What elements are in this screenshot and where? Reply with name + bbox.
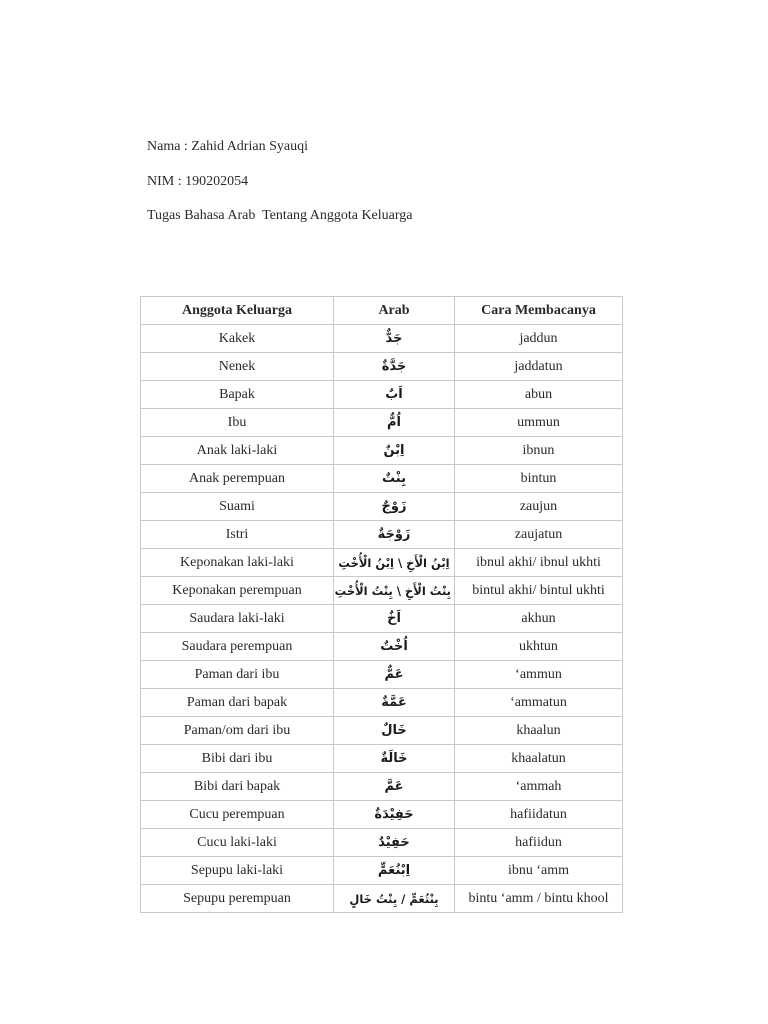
table-row	[141, 661, 623, 689]
arabic-cell: عَمٌّ	[334, 661, 455, 689]
table-row	[141, 353, 623, 381]
table-row	[141, 381, 623, 409]
member-cell: Istri	[141, 521, 334, 549]
arabic-cell: عَمَّ	[334, 773, 455, 801]
member-cell: Anak laki-laki	[141, 437, 334, 465]
table-row	[141, 829, 623, 857]
arabic-cell: اِبْنُعَمٍّ	[334, 857, 455, 885]
member-cell: Sepupu laki-laki	[141, 857, 334, 885]
reading-cell: ibnu ‘amm	[455, 857, 623, 885]
arabic-cell: بِنْتُعَمٍّ / بِنْتُ خَالٍ	[334, 885, 455, 913]
reading-cell: ukhtun	[455, 633, 623, 661]
arabic-cell: خَالَةٌ	[334, 745, 455, 773]
member-cell: Saudara perempuan	[141, 633, 334, 661]
reading-cell: ibnul akhi/ ibnul ukhti	[455, 549, 623, 577]
table-row	[141, 745, 623, 773]
reading-cell: khaalun	[455, 717, 623, 745]
table-row	[141, 801, 623, 829]
arabic-cell: زَوْجٌ	[334, 493, 455, 521]
table-row	[141, 577, 623, 605]
reading-cell: khaalatun	[455, 745, 623, 773]
member-cell: Paman dari bapak	[141, 689, 334, 717]
table-row	[141, 717, 623, 745]
arabic-cell: بِنْتُ الْأَخِ \ بِنْتُ الْأُخْتِ	[334, 577, 455, 605]
table-row	[141, 549, 623, 577]
arabic-cell: خَالٌ	[334, 717, 455, 745]
reading-cell: bintul akhi/ bintul ukhti	[455, 577, 623, 605]
table-row	[141, 493, 623, 521]
table-row	[141, 773, 623, 801]
member-cell: Keponakan laki-laki	[141, 549, 334, 577]
reading-cell: ummun	[455, 409, 623, 437]
reading-cell: bintu ‘amm / bintu khool	[455, 885, 623, 913]
column-header-arabic: Arab	[334, 297, 455, 325]
member-cell: Bibi dari ibu	[141, 745, 334, 773]
column-header-member: Anggota Keluarga	[141, 297, 334, 325]
table-row	[141, 465, 623, 493]
table-body	[141, 325, 623, 913]
member-cell: Bibi dari bapak	[141, 773, 334, 801]
reading-cell: akhun	[455, 605, 623, 633]
member-cell: Cucu perempuan	[141, 801, 334, 829]
table-row	[141, 521, 623, 549]
table-row	[141, 633, 623, 661]
arabic-cell: حَفِيْدَةٌ	[334, 801, 455, 829]
member-cell: Bapak	[141, 381, 334, 409]
reading-cell: hafiidun	[455, 829, 623, 857]
arabic-cell: حَفِيْدٌ	[334, 829, 455, 857]
reading-cell: hafiidatun	[455, 801, 623, 829]
reading-cell: zaujatun	[455, 521, 623, 549]
table-row	[141, 409, 623, 437]
table-row	[141, 605, 623, 633]
member-cell: Anak perempuan	[141, 465, 334, 493]
reading-cell: ‘ammun	[455, 661, 623, 689]
table-row	[141, 885, 623, 913]
arabic-cell: زَوْجَةٌ	[334, 521, 455, 549]
reading-cell: zaujun	[455, 493, 623, 521]
table-row	[141, 689, 623, 717]
reading-cell: ‘ammah	[455, 773, 623, 801]
table-row	[141, 437, 623, 465]
arabic-cell: جَدَّةٌ	[334, 353, 455, 381]
reading-cell: jaddatun	[455, 353, 623, 381]
reading-cell: bintun	[455, 465, 623, 493]
arabic-cell: اَبٌ	[334, 381, 455, 409]
arabic-cell: اُخْتٌ	[334, 633, 455, 661]
member-cell: Cucu laki-laki	[141, 829, 334, 857]
member-cell: Keponakan perempuan	[141, 577, 334, 605]
member-cell: Saudara laki-laki	[141, 605, 334, 633]
arabic-cell: اَخٌ	[334, 605, 455, 633]
member-cell: Suami	[141, 493, 334, 521]
assignment-title-line: Tugas Bahasa Arab Tentang Anggota Keluarga	[147, 208, 413, 223]
reading-cell: abun	[455, 381, 623, 409]
arabic-cell: اُمٌّ	[334, 409, 455, 437]
family-members-table	[140, 296, 623, 913]
table-row	[141, 325, 623, 353]
member-cell: Paman dari ibu	[141, 661, 334, 689]
table-header-row	[141, 297, 623, 325]
arabic-cell: عَمَّةٌ	[334, 689, 455, 717]
reading-cell: jaddun	[455, 325, 623, 353]
arabic-cell: بِنْتٌ	[334, 465, 455, 493]
reading-cell: ‘ammatun	[455, 689, 623, 717]
arabic-cell: اِبْنُ الْأَخِ \ اِبْنُ الْأُخْتِ	[334, 549, 455, 577]
table-row	[141, 857, 623, 885]
member-cell: Paman/om dari ibu	[141, 717, 334, 745]
column-header-reading: Cara Membacanya	[455, 297, 623, 325]
student-id-line: NIM : 190202054	[147, 174, 249, 189]
arabic-cell: اِبْنٌ	[334, 437, 455, 465]
member-cell: Ibu	[141, 409, 334, 437]
student-name-line: Nama : Zahid Adrian Syauqi	[147, 139, 308, 154]
member-cell: Sepupu perempuan	[141, 885, 334, 913]
member-cell: Nenek	[141, 353, 334, 381]
arabic-cell: جَدٌّ	[334, 325, 455, 353]
reading-cell: ibnun	[455, 437, 623, 465]
member-cell: Kakek	[141, 325, 334, 353]
